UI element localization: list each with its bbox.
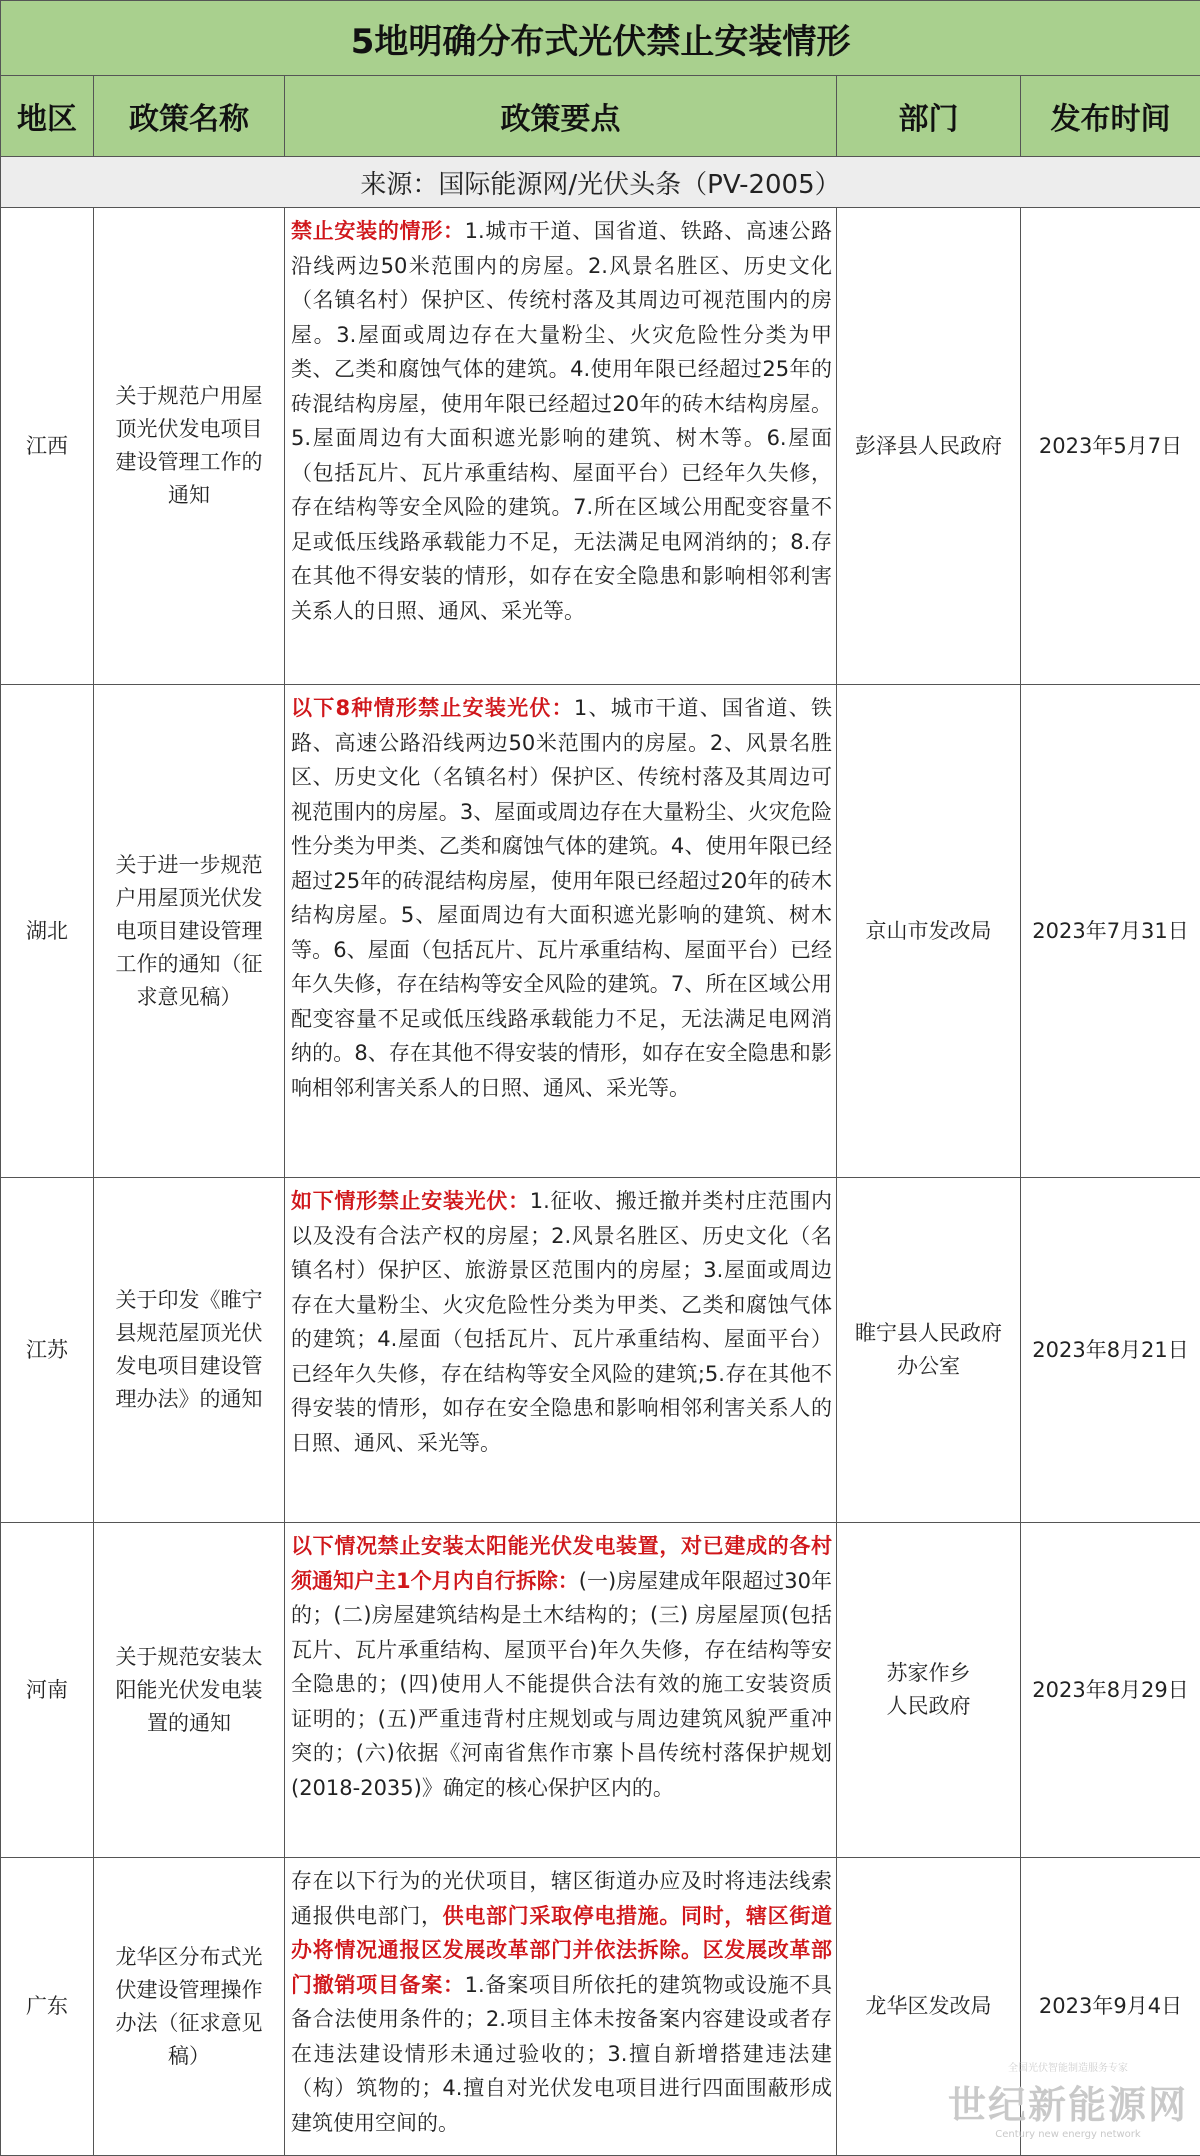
highlight-text: 供电部门采取停电措施。同时，辖区街道办将情况通报区发展改革部门并依法拆除。区发展改革部门撤销项目备案： — [291, 1904, 832, 1997]
header-region: 地区 — [1, 76, 94, 157]
table-row — [1, 208, 1200, 685]
date-cell: 2023年7月31日 — [1021, 685, 1200, 1178]
header-row — [1, 76, 1200, 157]
points-text: 1.备案项目所依托的建筑物或设施不具备合法使用条件的；2.项目主体未按备案内容建设或者存在违法建设情形未通过验收的；3.擅自新增搭建违法建（构）筑物的；4.擅自对光伏发电项目进行四面围蔽形成建筑使用空间的。 — [291, 1973, 832, 2135]
region-cell: 江西 — [1, 208, 94, 685]
date-cell: 2023年5月7日 — [1021, 208, 1200, 685]
date-cell: 2023年8月29日 — [1021, 1523, 1200, 1858]
highlight-text: 如下情形禁止安装光伏： — [291, 1189, 530, 1213]
table-row — [1, 1178, 1200, 1523]
region-cell: 广东 — [1, 1858, 94, 2156]
table-row — [1, 685, 1200, 1178]
policy-points-cell — [285, 685, 837, 1178]
highlight-text: 禁止安装的情形： — [291, 219, 465, 243]
region-cell: 湖北 — [1, 685, 94, 1178]
region-cell: 江苏 — [1, 1178, 94, 1523]
highlight-text: 以下8种情形禁止安装光伏： — [291, 696, 574, 720]
region-cell: 河南 — [1, 1523, 94, 1858]
highlight-text: 以下情况禁止安装太阳能光伏发电装置，对已建成的各村须通知户主1个月内自行拆除： — [291, 1534, 832, 1593]
policy-name-cell: 关于规范户用屋顶光伏发电项目建设管理工作的通知 — [94, 208, 285, 685]
header-policy-name: 政策名称 — [94, 76, 285, 157]
header-department: 部门 — [837, 76, 1021, 157]
policy-points-cell — [285, 1178, 837, 1523]
points-text: 1、城市干道、国省道、铁路、高速公路沿线两边50米范围内的房屋。2、风景名胜区、历史文化（名镇名村）保护区、传统村落及其周边可视范围内的房屋。3、屋面或周边存在大量粉尘、火灾危险性分类为甲类、乙类和腐蚀气体的建筑。4、使用年限已经超过25年的砖混结构房屋，使用年限已经超过20年的砖木结构房屋。5、屋面周边有大面积遮光影响的建筑、树木等。6、屋面（包括瓦片、瓦片承重结构、屋面平台）已经年久失修，存在结构等安全风险的建筑。7、所在区域公用配变容量不足或低压线路承载能力不足，无法满足电网消纳的。8、存在其他不得安装的情形，如存在安全隐患和影响相邻利害关系人的日照、通风、采光等。 — [291, 696, 832, 1100]
source-note: 来源：国际能源网/光伏头条（PV-2005） — [1, 157, 1200, 208]
table-row — [1, 1523, 1200, 1858]
lead-text: 存在以下行为的光伏项目，辖区街道办应及时将违法线索通报供电部门， — [291, 1869, 832, 1928]
table-title: 5地明确分布式光伏禁止安装情形 — [1, 1, 1200, 76]
watermark-subtitle: Century new energy network — [948, 2129, 1188, 2140]
policy-name-cell: 关于印发《睢宁县规范屋顶光伏发电项目建设管理办法》的通知 — [94, 1178, 285, 1523]
header-policy-points: 政策要点 — [285, 76, 837, 157]
department-cell: 睢宁县人民政府办公室 — [837, 1178, 1021, 1523]
date-cell: 2023年9月4日 — [1021, 1858, 1200, 2156]
policy-name-cell: 龙华区分布式光伏建设管理操作办法（征求意见稿） — [94, 1858, 285, 2156]
policy-name-cell: 关于进一步规范户用屋顶光伏发电项目建设管理工作的通知（征求意见稿） — [94, 685, 285, 1178]
department-cell: 京山市发改局 — [837, 685, 1021, 1178]
header-release-date: 发布时间 — [1021, 76, 1200, 157]
policy-name-cell: 关于规范安装太阳能光伏发电装置的通知 — [94, 1523, 285, 1858]
watermark — [948, 2059, 1188, 2140]
date-cell: 2023年8月21日 — [1021, 1178, 1200, 1523]
watermark-logo-text: 世纪新能源网 — [948, 2074, 1188, 2129]
policy-points-cell — [285, 208, 837, 685]
title-row — [1, 1, 1200, 76]
policy-points-cell — [285, 1858, 837, 2156]
department-cell: 苏家作乡人民政府 — [837, 1523, 1021, 1858]
points-text: 1.城市干道、国省道、铁路、高速公路沿线两边50米范围内的房屋。2.风景名胜区、历史文化（名镇名村）保护区、传统村落及其周边可视范围内的房屋。3.屋面或周边存在大量粉尘、火灾危险性分类为甲类、乙类和腐蚀气体的建筑。4.使用年限已经超过25年的砖混结构房屋，使用年限已经超过20年的砖木结构房屋。5.屋面周边有大面积遮光影响的建筑、树木等。6.屋面（包括瓦片、瓦片承重结构、屋面平台）已经年久失修，存在结构等安全风险的建筑。7.所在区域公用配变容量不足或低压线路承载能力不足，无法满足电网消纳的；8.存在其他不得安装的情形，如存在安全隐患和影响相邻利害关系人的日照、通风、采光等。 — [291, 219, 832, 623]
watermark-tagline: 全国光伏智能制造服务专家 — [948, 2059, 1188, 2074]
source-row — [1, 157, 1200, 208]
points-text: (一)房屋建成年限超过30年的；(二)房屋建筑结构是土木结构的；(三) 房屋屋顶(包括瓦片、瓦片承重结构、屋顶平台)年久失修，存在结构等安全隐患的；(四)使用人不能提供合法有效的施工安装资质证明的；(五)严重违背村庄规划或与周边建筑风貌严重冲突的；(六)依据《河南省焦作市寨卜昌传统村落保护规划(2018-2035)》确定的核心保护区内的。 — [291, 1569, 832, 1800]
department-cell: 龙华区发改局 — [837, 1858, 1021, 2156]
points-text: 1.征收、搬迁撤并类村庄范围内以及没有合法产权的房屋；2.风景名胜区、历史文化（名镇名村）保护区、旅游景区范围内的房屋；3.屋面或周边存在大量粉尘、火灾危险性分类为甲类、乙类和腐蚀气体的建筑；4.屋面（包括瓦片、瓦片承重结构、屋面平台）已经年久失修，存在结构等安全风险的建筑;5.存在其他不得安装的情形，如存在安全隐患和影响相邻利害关系人的日照、通风、采光等。 — [291, 1189, 832, 1455]
policy-points-cell — [285, 1523, 837, 1858]
department-cell: 彭泽县人民政府 — [837, 208, 1021, 685]
